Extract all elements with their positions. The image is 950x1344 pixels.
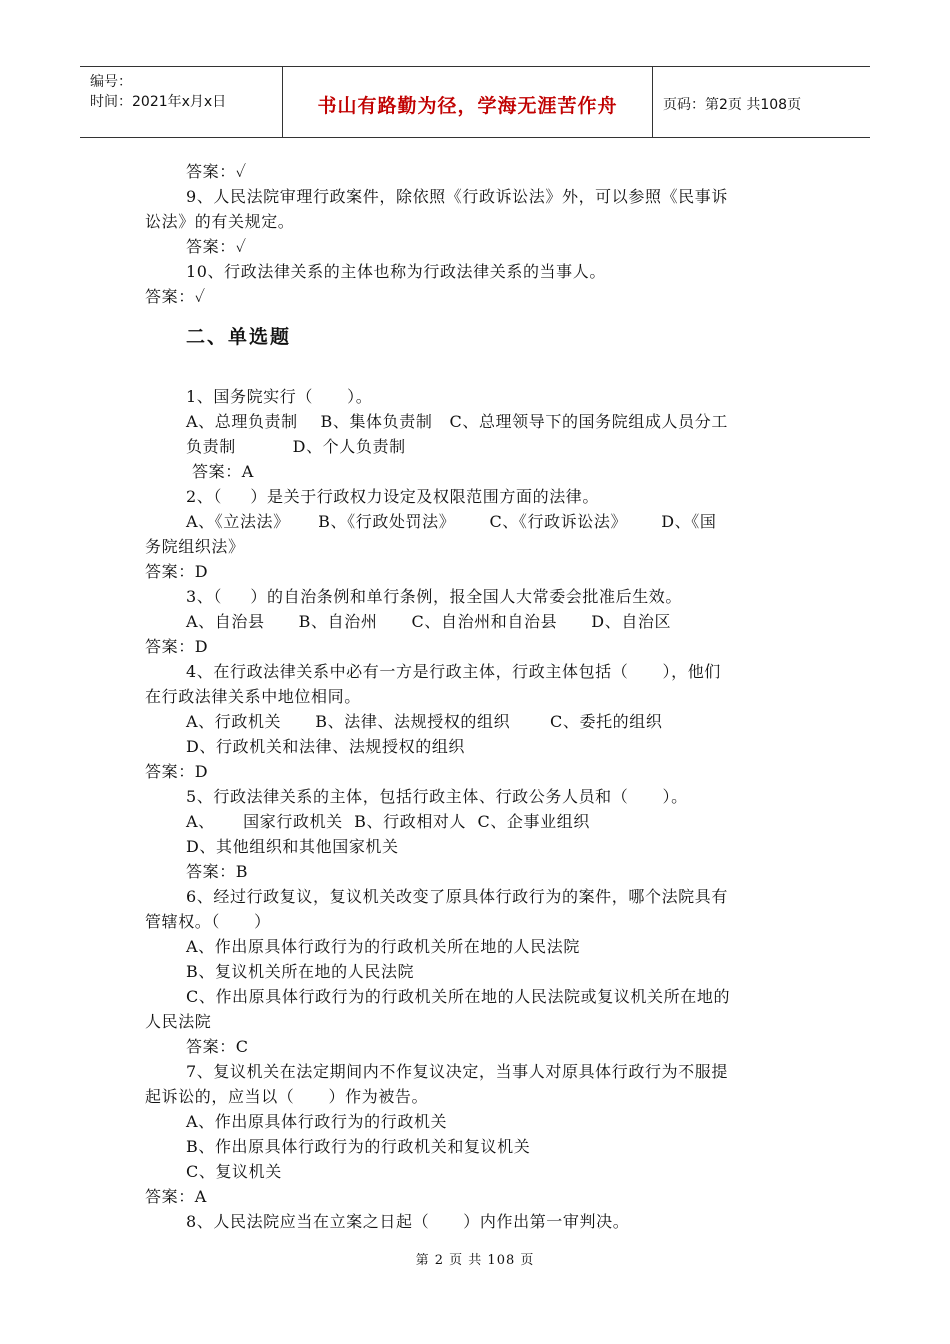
question-line: 8、人民法院应当在立案之日起（ ）内作出第一审判决。: [186, 1212, 630, 1231]
option-line: B、复议机关所在地的人民法院: [186, 962, 415, 981]
motto: 书山有路勤为径，学海无涯苦作舟: [317, 95, 618, 117]
question-line: 讼法》的有关规定。: [145, 212, 295, 231]
page-header: [80, 66, 870, 138]
question-line: 5、行政法律关系的主体，包括行政主体、行政公务人员和（ ）。: [186, 787, 688, 806]
option-line: D、其他组织和其他国家机关: [186, 837, 399, 856]
answer-line: 答案：✓: [186, 162, 247, 181]
question-line: 管辖权。（ ）: [145, 912, 271, 931]
header-meta-cell: [80, 67, 283, 137]
page-footer: 第 2 页 共 108 页: [415, 1253, 535, 1268]
option-line: A、 国家行政机关 B、行政相对人 C、企事业组织: [186, 812, 590, 831]
answer-line: 答案：✓: [186, 237, 247, 256]
question-line: 3、（ ）的自治条例和单行条例，报全国人大常委会批准后生效。: [186, 587, 683, 606]
option-line: A、总理负责制 B、集体负责制 C、总理领导下的国务院组成人员分工: [186, 412, 728, 431]
question-line: 起诉讼的，应当以（ ）作为被告。: [145, 1087, 429, 1106]
option-line: C、作出原具体行政行为的行政机关所在地的人民法院或复议机关所在地的: [186, 987, 731, 1006]
header-page-cell: [653, 67, 870, 137]
option-line: A、行政机关 B、法律、法规授权的组织 C、委托的组织: [186, 712, 663, 731]
option-line: A、《立法法》 B、《行政处罚法》 C、《行政诉讼法》 D、《国: [186, 512, 717, 531]
question-line: 6、经过行政复议，复议机关改变了原具体行政行为的案件，哪个法院具有: [186, 887, 728, 906]
question-line: 1、国务院实行（ ）。: [186, 387, 373, 406]
option-line: B、作出原具体行政行为的行政机关和复议机关: [186, 1137, 531, 1156]
answer-line: 答案：A: [192, 462, 254, 481]
answer-line: 答案：C: [186, 1037, 249, 1056]
question-line: 在行政法律关系中地位相同。: [145, 687, 361, 706]
question-line: 10、行政法律关系的主体也称为行政法律关系的当事人。: [186, 262, 606, 281]
option-line: 务院组织法》: [145, 537, 245, 556]
header-motto-cell: [283, 67, 653, 137]
question-line: 4、在行政法律关系中必有一方是行政主体，行政主体包括（ ），他们: [186, 662, 721, 681]
option-line: C、复议机关: [186, 1162, 282, 1181]
answer-line: 答案：B: [186, 862, 249, 881]
number-label: 编号：: [90, 74, 132, 90]
option-line: A、自治县 B、自治州 C、自治州和自治县 D、自治区: [186, 612, 672, 631]
answer-line: 答案：D: [145, 762, 209, 781]
option-line: 负责制 D、个人负责制: [186, 437, 406, 456]
option-line: D、行政机关和法律、法规授权的组织: [186, 737, 466, 756]
answer-line: 答案：D: [145, 637, 209, 656]
option-line: A、作出原具体行政行为的行政机关: [186, 1112, 448, 1131]
section-heading: 二、单选题: [186, 326, 292, 348]
answer-line: 答案：A: [145, 1187, 207, 1206]
page-info: 页码：第2页 共108页: [663, 97, 802, 113]
question-line: 2、（ ）是关于行政权力设定及权限范围方面的法律。: [186, 487, 600, 506]
answer-line: 答案：✓: [145, 287, 206, 306]
question-line: 9、人民法院审理行政案件，除依照《行政诉讼法》外，可以参照《民事诉: [186, 187, 728, 206]
option-line: 人民法院: [145, 1012, 212, 1031]
answer-line: 答案：D: [145, 562, 209, 581]
question-line: 7、复议机关在法定期间内不作复议决定，当事人对原具体行政行为不服提: [186, 1062, 728, 1081]
date-label: 时间：2021年x月x日: [90, 94, 227, 110]
option-line: A、作出原具体行政行为的行政机关所在地的人民法院: [186, 937, 580, 956]
